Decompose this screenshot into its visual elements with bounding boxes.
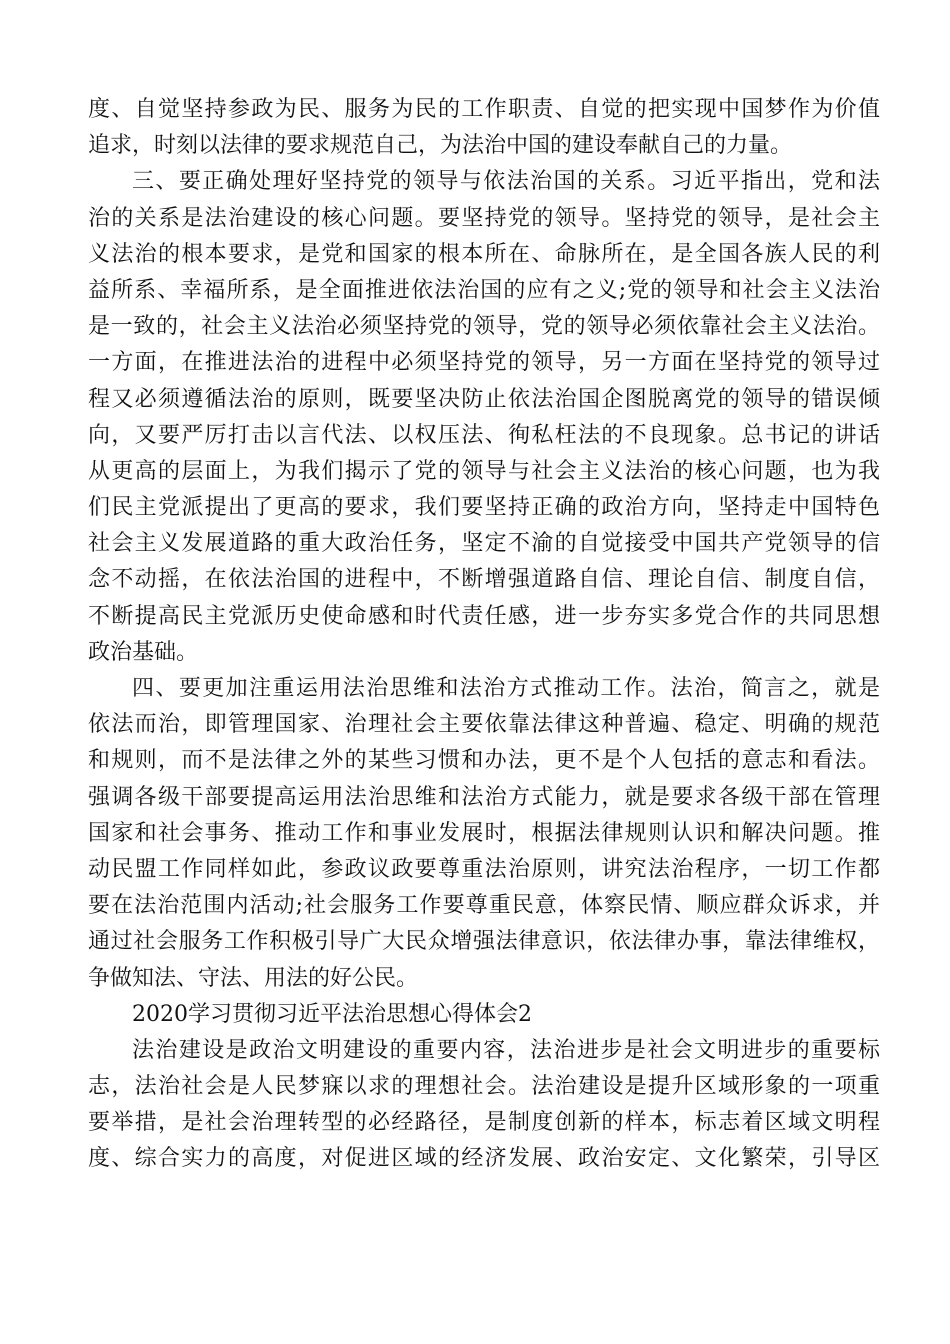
text-line: 念不动摇，在依法治国的进程中，不断增强道路自信、理论自信、制度自信， — [88, 567, 880, 593]
text-line: 是一致的，社会主义法治必须坚持党的领导，党的领导必须依靠社会主义法治。 — [88, 314, 880, 340]
text-line: 要在法治范围内活动;社会服务工作要尊重民意，体察民情、顺应群众诉求，并 — [88, 893, 880, 919]
text-line: 程又必须遵循法治的原则，既要坚决防止依法治国企图脱离党的领导的错误倾 — [88, 386, 880, 412]
text-line: 要举措，是社会治理转型的必经路径，是制度创新的样本，标志着区域文明程 — [88, 1110, 880, 1136]
text-line: 从更高的层面上，为我们揭示了党的领导与社会主义法治的核心问题，也为我 — [88, 458, 880, 484]
text-line: 动民盟工作同样如此，参政议政要尊重法治原则，讲究法治程序，一切工作都 — [88, 856, 880, 882]
paragraph-start-line: 法治建设是政治文明建设的重要内容，法治进步是社会文明进步的重要标 — [132, 1037, 880, 1063]
document-body — [88, 92, 880, 1178]
text-line: 通过社会服务工作积极引导广大民众增强法律意识，依法律办事，靠法律维权， — [88, 929, 880, 955]
text-line: 志，法治社会是人民梦寐以求的理想社会。法治建设是提升区域形象的一项重 — [88, 1074, 880, 1100]
text-line: 和规则，而不是法律之外的某些习惯和办法，更不是个人包括的意志和看法。 — [88, 748, 880, 774]
text-line: 治的关系是法治建设的核心问题。要坚持党的领导。坚持党的领导，是社会主 — [88, 205, 880, 231]
paragraph-start-line: 三、要正确处理好坚持党的领导与依法治国的关系。习近平指出，党和法 — [132, 169, 880, 195]
paragraph-start-line: 四、要更加注重运用法治思维和法治方式推动工作。法治，简言之，就是 — [132, 676, 880, 701]
text-line: 度、自觉坚持参政为民、服务为民的工作职责、自觉的把实现中国梦作为价值 — [88, 97, 880, 122]
text-line: 强调各级干部要提高运用法治思维和法治方式能力，就是要求各级干部在管理 — [88, 784, 880, 810]
text-line: 益所系、幸福所系，是全面推进依法治国的应有之义;党的领导和社会主义法治 — [88, 277, 880, 303]
text-line: 社会主义发展道路的重大政治任务，坚定不渝的自觉接受中国共产党领导的信 — [88, 531, 880, 557]
text-line: 国家和社会事务、推动工作和事业发展时，根据法律规则认识和解决问题。推 — [88, 820, 880, 846]
text-line: 追求，时刻以法律的要求规范自己，为法治中国的建设奉献自己的力量。 — [88, 133, 793, 159]
text-line: 义法治的根本要求，是党和国家的根本所在、命脉所在，是全国各族人民的利 — [88, 241, 880, 267]
text-line: 依法而治，即管理国家、治理社会主要依靠法律这种普遍、稳定、明确的规范 — [88, 712, 880, 738]
text-line: 度、综合实力的高度，对促进区域的经济发展、政治安定、文化繁荣，引导区 — [88, 1146, 880, 1172]
text-line: 争做知法、守法、用法的好公民。 — [88, 965, 419, 991]
text-line: 政治基础。 — [88, 639, 199, 665]
section-heading: 2020学习贯彻习近平法治思想心得体会2 — [132, 1001, 532, 1027]
text-line: 们民主党派提出了更高的要求，我们要坚持正确的政治方向，坚持走中国特色 — [88, 495, 880, 521]
text-line: 向，又要严厉打击以言代法、以权压法、徇私枉法的不良现象。总书记的讲话 — [88, 422, 880, 448]
text-line: 一方面，在推进法治的进程中必须坚持党的领导，另一方面在坚持党的领导过 — [88, 350, 880, 376]
text-line: 不断提高民主党派历史使命感和时代责任感，进一步夯实多党合作的共同思想 — [88, 603, 880, 629]
